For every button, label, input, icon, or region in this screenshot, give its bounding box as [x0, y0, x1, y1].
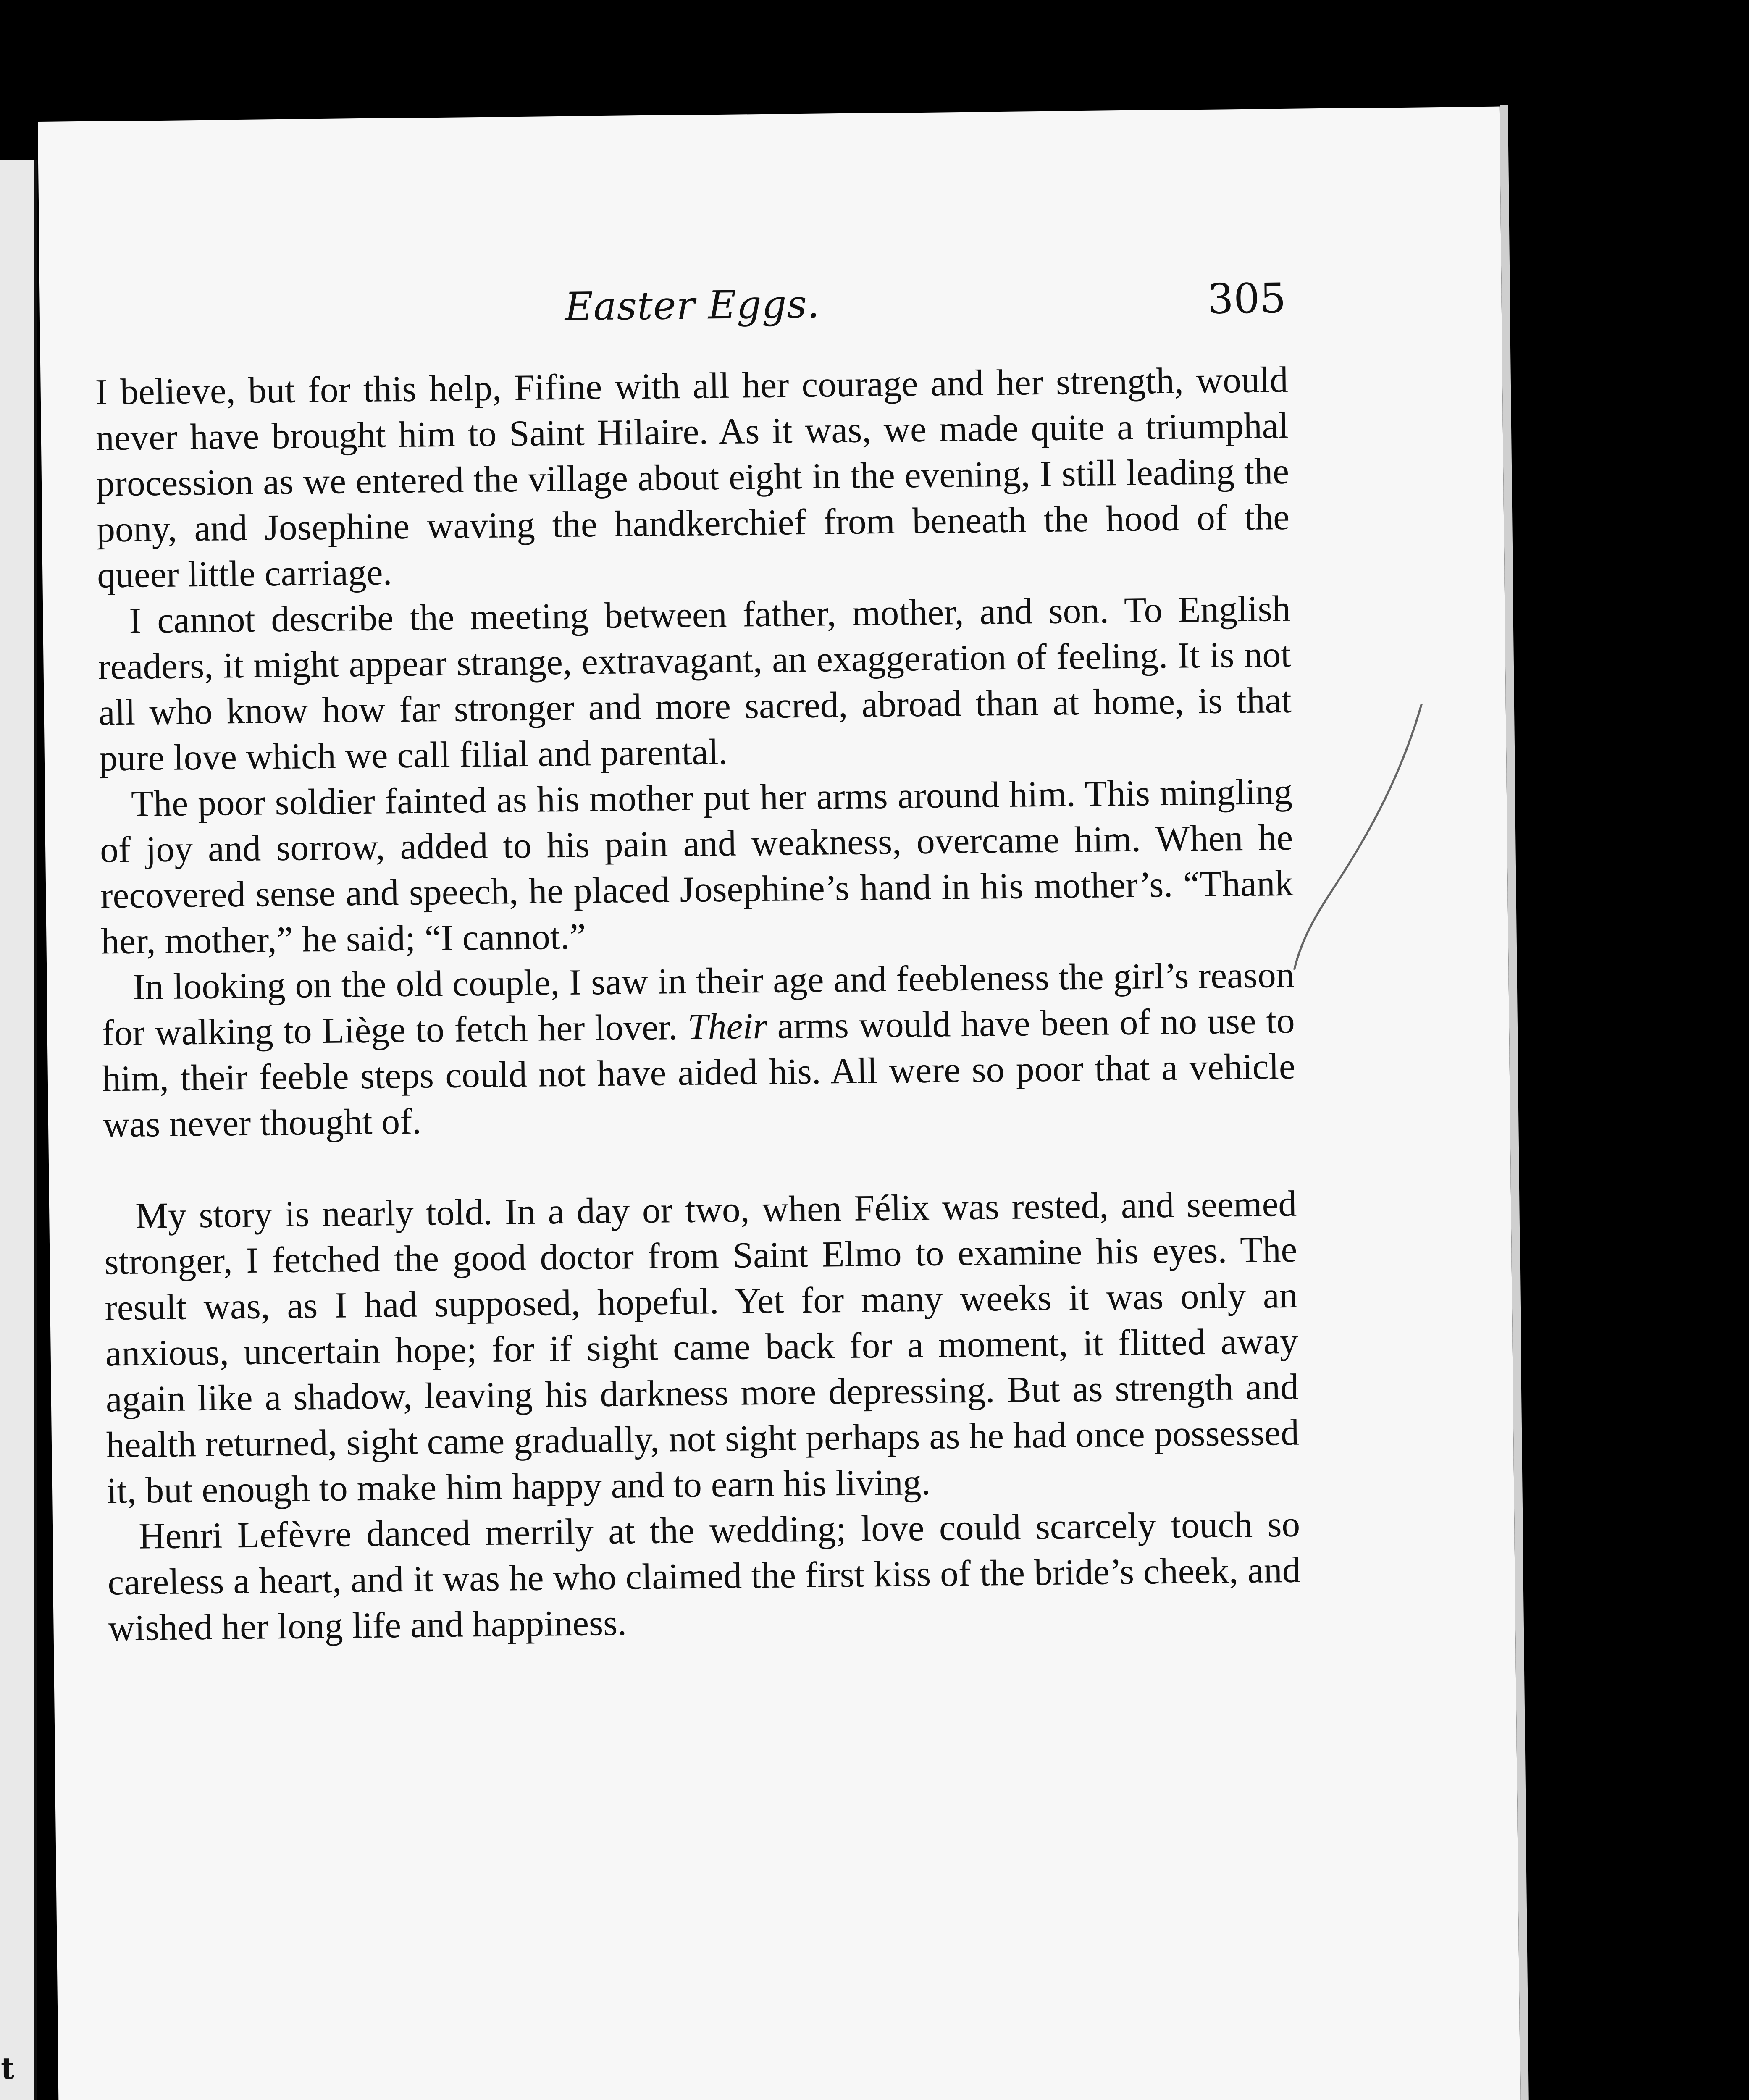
page-number: 305	[1207, 274, 1287, 323]
pencil-annotation-mark	[1283, 699, 1437, 974]
paragraph-text: In looking on the old couple, I saw in their age and feebleness the girl’s reason for walking to Liège to fetch her lover.	[102, 954, 1295, 1053]
paragraph: I believe, but for this help, Fifine with all her courage and her strength, would never have brought him to Saint Hilaire. As it was, we made quite a triumphal procession as we entered the village about eight in the evening, I still leading the pony, and Josephine waving the handkerchief from beneath the hood of the queer little carriage.	[95, 359, 1290, 596]
paragraph: The poor soldier fainted as his mother put her arms around him. This mingling of joy and sorrow, added to his pain and weakness, overcame him. When he recovered sense and speech, he placed Josephine’s hand in his mother’s. “Thank her, mother,” he said; “I cannot.”	[100, 771, 1294, 962]
paragraph-text: arms would have been of no use to him, their feeble steps could not have aided his. All were so poor that a vehicle was never thought of.	[102, 1000, 1296, 1145]
previous-page-char: t	[1, 2051, 15, 2086]
paragraph	[101, 952, 1296, 1147]
body-text	[95, 357, 1301, 1651]
paragraph: My story is nearly told. In a day or two, when Félix was rested, and seemed stronger, I fetched the good doctor from Saint Elmo to examine his eyes. The result was, as I had supposed, hopeful. Yet for many weeks it was only an anxious, uncertain hope; for if sight came back for a moment, it flitted away again like a shadow, leaving his darkness more depressing. But as strength and health returned, sight came gradually, not sight perhaps as he had once possessed it, but enough to make him happy and to earn his living.	[104, 1183, 1300, 1511]
italic-word: Their	[687, 1005, 768, 1047]
book-page	[38, 107, 1526, 2100]
running-head: Easter Eggs.	[565, 281, 820, 329]
paragraph: Henri Lefèvre danced merrily at the wedding; love could scarcely touch so careless a heart, and it was he who claimed the first kiss of the bride’s cheek, and wished her long life and happiness.	[107, 1503, 1301, 1648]
previous-page-edge	[0, 160, 37, 2100]
paragraph: I cannot describe the meeting between father, mother, and son. To English readers, it might appear strange, extravagant, an exaggeration of feeling. It is not all who know how far stronger and more sacred, abroad than at home, is that pure love which we call filial and parental.	[98, 588, 1292, 779]
